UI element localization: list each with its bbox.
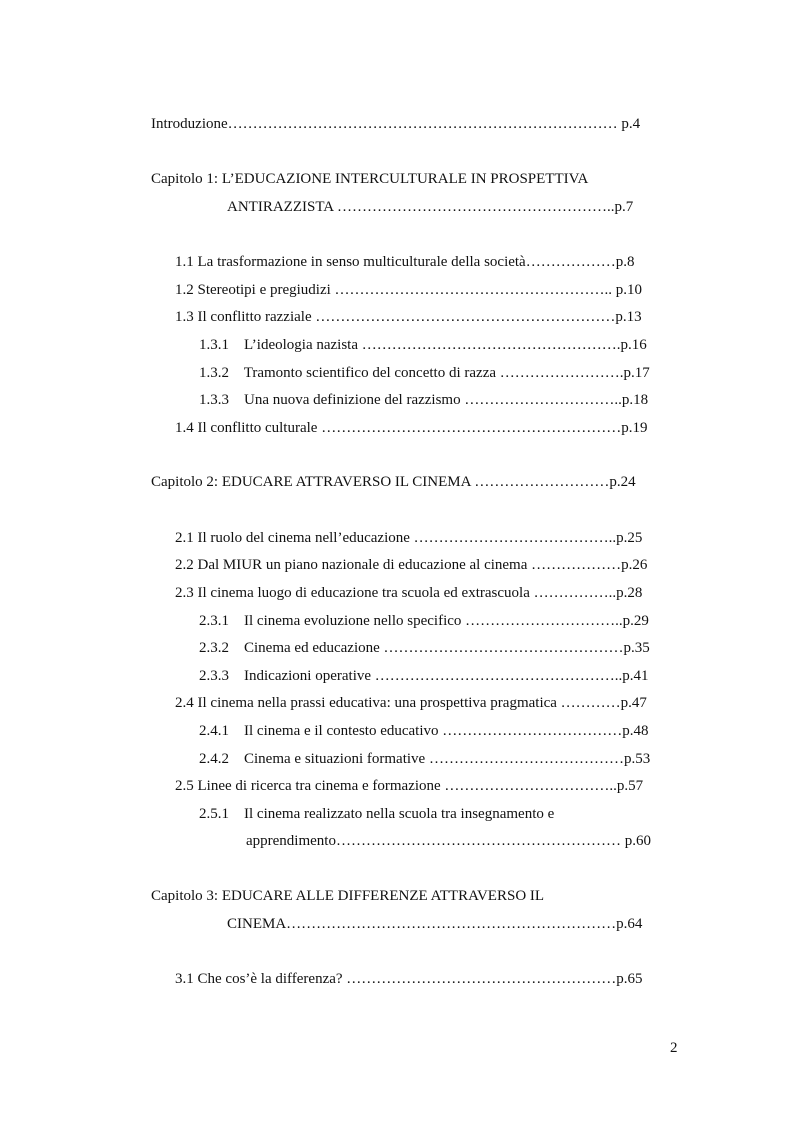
- toc-intro: Introduzione…………………………………………………………………… p.4: [151, 116, 641, 132]
- toc-entry-2-3-1: 2.3.1 Il cinema evoluzione nello specifico …………………………..p.29: [199, 613, 649, 629]
- toc-entry-2-5-1: 2.5.1 Il cinema realizzato nella scuola tra insegnamento e: [199, 806, 555, 822]
- toc-entry-2-5-1-cont: apprendimento………………………………………………… p.60: [246, 833, 651, 849]
- toc-chapter1-title-cont: ANTIRAZZISTA ………………………………………………..p.7: [227, 199, 634, 215]
- toc-entry-2-5: 2.5 Linee di ricerca tra cinema e formazione ……………………………..p.57: [175, 778, 644, 794]
- toc-entry-2-3-2: 2.3.2 Cinema ed educazione …………………………………………p.35: [199, 640, 650, 656]
- toc-entry-2-3-3: 2.3.3 Indicazioni operative …………………………………………..p.41: [199, 668, 649, 684]
- toc-entry-2-4-2: 2.4.2 Cinema e situazioni formative …………………………………p.53: [199, 751, 651, 767]
- toc-entry-1-3-2: 1.3.2 Tramonto scientifico del concetto di razza …………………….p.17: [199, 365, 650, 381]
- toc-entry-2-4-1: 2.4.1 Il cinema e il contesto educativo ………………………………p.48: [199, 723, 649, 739]
- toc-entry-2-3: 2.3 Il cinema luogo di educazione tra scuola ed extrascuola ……………..p.28: [175, 585, 643, 601]
- toc-entry-3-1: 3.1 Che cos’è la differenza? ………………………………………………p.65: [175, 971, 643, 987]
- toc-entry-2-4: 2.4 Il cinema nella prassi educativa: una prospettiva pragmatica …………p.47: [175, 695, 647, 711]
- toc-entry-2-1: 2.1 Il ruolo del cinema nell’educazione …………………………………..p.25: [175, 530, 643, 546]
- toc-entry-1-3-1: 1.3.1 L’ideologia nazista …………………………………………….p.16: [199, 337, 647, 353]
- toc-entry-1-4: 1.4 Il conflitto culturale ……………………………………………………p.19: [175, 420, 648, 436]
- toc-chapter1-title: Capitolo 1: L’EDUCAZIONE INTERCULTURALE IN PROSPETTIVA: [151, 171, 589, 187]
- toc-chapter3-title: Capitolo 3: EDUCARE ALLE DIFFERENZE ATTRAVERSO IL: [151, 888, 545, 904]
- toc-entry-1-3-3: 1.3.3 Una nuova definizione del razzismo …………………………..p.18: [199, 392, 649, 408]
- toc-entry-1-1: 1.1 La trasformazione in senso multiculturale della società………………p.8: [175, 254, 635, 270]
- toc-entry-2-2: 2.2 Dal MIUR un piano nazionale di educazione al cinema ………………p.26: [175, 557, 648, 573]
- page-number: 2: [670, 1040, 678, 1056]
- toc-chapter2-title: Capitolo 2: EDUCARE ATTRAVERSO IL CINEMA ………………………p.24: [151, 474, 636, 490]
- toc-entry-1-2: 1.2 Stereotipi e pregiudizi ……………………………………………….. p.10: [175, 282, 643, 298]
- toc-chapter3-title-cont: CINEMA…………………………………………………………p.64: [227, 916, 643, 932]
- toc-entry-1-3: 1.3 Il conflitto razziale ……………………………………………………p.13: [175, 309, 642, 325]
